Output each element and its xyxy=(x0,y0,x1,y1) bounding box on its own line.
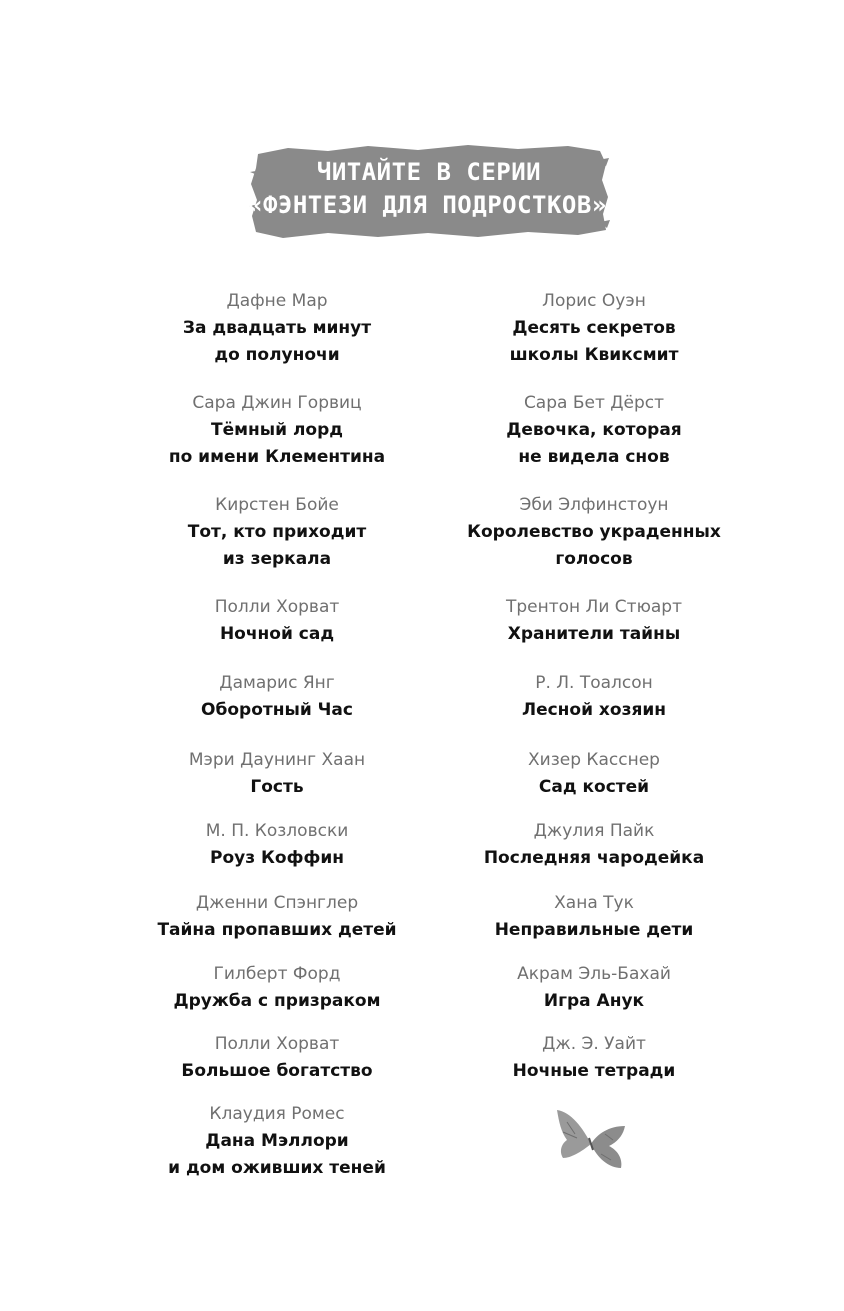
book-title: Хранители тайны xyxy=(507,624,681,644)
book-title: Оборотный Час xyxy=(201,700,353,720)
book-author: Хана Тук xyxy=(554,893,634,913)
book-entry xyxy=(394,890,794,944)
book-title: Тот, кто приходит xyxy=(187,522,367,542)
banner-heading xyxy=(248,156,622,222)
book-entry xyxy=(394,1031,794,1085)
book-entry xyxy=(394,492,794,573)
book-entry xyxy=(77,1101,477,1182)
book-title: и дом оживших теней xyxy=(168,1158,386,1178)
book-author: Эби Элфинстоун xyxy=(519,495,669,515)
series-banner xyxy=(248,142,622,240)
book-title: Неправильные дети xyxy=(494,920,694,940)
book-title: Ночные тетради xyxy=(512,1061,676,1081)
book-author: Акрам Эль-Бахай xyxy=(517,964,671,984)
book-title: Девочка, которая xyxy=(506,420,682,440)
book-title: до полуночи xyxy=(214,345,340,365)
book-author: Дж. Э. Уайт xyxy=(542,1034,646,1054)
book-author: Кирстен Бойе xyxy=(215,495,339,515)
book-entry xyxy=(394,288,794,369)
book-title: Дана Мэллори xyxy=(205,1131,349,1151)
book-author: Хизер Касснер xyxy=(528,750,660,770)
book-title: школы Квиксмит xyxy=(509,345,679,365)
book-title: не видела снов xyxy=(518,447,670,467)
book-author: Р. Л. Тоалсон xyxy=(535,673,653,693)
book-entry xyxy=(394,390,794,471)
book-title: Десять секретов xyxy=(512,318,676,338)
book-title: Последняя чародейка xyxy=(483,848,705,868)
book-author: Гилберт Форд xyxy=(213,964,341,984)
book-author: Мэри Даунинг Хаан xyxy=(188,750,366,770)
book-title: голосов xyxy=(555,549,633,569)
book-author: М. П. Козловски xyxy=(205,821,349,841)
book-title: Игра Анук xyxy=(543,991,645,1011)
book-author: Сара Бет Дёрст xyxy=(523,393,665,413)
book-author: Трентон Ли Стюарт xyxy=(505,597,682,617)
book-title: Лесной хозяин xyxy=(521,700,667,720)
book-author: Дафне Мар xyxy=(226,291,328,311)
book-title: Ночной сад xyxy=(219,624,335,644)
book-title: Роуз Коффин xyxy=(210,848,344,868)
book-entry xyxy=(394,670,794,724)
book-author: Сара Джин Горвиц xyxy=(192,393,362,413)
book-title: Королевство украденных xyxy=(467,522,721,542)
book-author: Полли Хорват xyxy=(214,597,340,617)
book-title: Гость xyxy=(250,777,304,797)
book-entry xyxy=(394,818,794,872)
book-author: Лорис Оуэн xyxy=(542,291,646,311)
book-title: Большое богатство xyxy=(181,1061,373,1081)
book-title: Тайна пропавших детей xyxy=(157,920,397,940)
butterfly-icon xyxy=(553,1108,629,1178)
banner-line-2: «ФЭНТЕЗИ ДЛЯ ПОДРОСТКОВ»: xyxy=(248,191,622,219)
book-author: Полли Хорват xyxy=(214,1034,340,1054)
banner-line-1: ЧИТАЙТЕ В СЕРИИ xyxy=(316,158,542,186)
book-author: Дженни Спэнглер xyxy=(195,893,359,913)
book-entry xyxy=(394,961,794,1015)
book-entry xyxy=(394,594,794,648)
book-author: Клаудия Ромес xyxy=(209,1104,345,1124)
book-entry xyxy=(394,747,794,801)
book-author: Джулия Пайк xyxy=(533,821,655,841)
book-title: Дружба с призраком xyxy=(173,991,381,1011)
book-author: Дамарис Янг xyxy=(219,673,335,693)
book-title: Сад костей xyxy=(538,777,650,797)
book-title: из зеркала xyxy=(222,549,332,569)
book-title: по имени Клементина xyxy=(168,447,386,467)
book-title: Тёмный лорд xyxy=(211,420,343,440)
book-title: За двадцать минут xyxy=(182,318,372,338)
